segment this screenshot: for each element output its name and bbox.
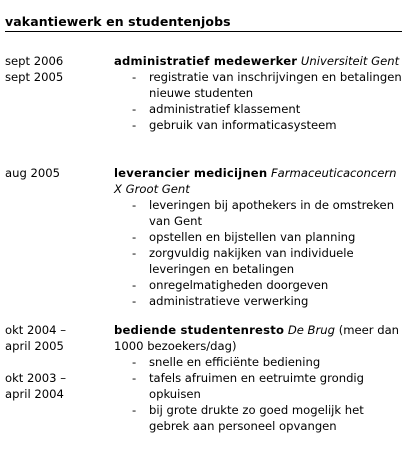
job-role: administratief medewerker <box>114 54 298 68</box>
date-line: sept 2006 <box>5 54 64 68</box>
job-content <box>114 165 402 309</box>
duty-item: - administratieve verwerking <box>114 293 402 309</box>
duty-item: - snelle en efficiënte bediening <box>114 354 402 370</box>
date-line: okt 2004 – <box>5 323 67 337</box>
duty-item: - gebruik van informaticasysteem <box>114 117 402 133</box>
job-content <box>114 53 402 133</box>
duties-list <box>114 197 402 309</box>
job-dates <box>5 322 110 402</box>
date-spacer <box>5 354 110 370</box>
job-role: bediende studentenresto <box>114 323 285 337</box>
job-note: (meer dan 1000 bezoekers/dag) <box>114 323 400 353</box>
duties-list <box>114 354 402 434</box>
duty-item: - bij grote drukte zo goed mogelijk het gebrek aan personeel opvangen <box>114 402 402 434</box>
job-dates <box>5 165 110 181</box>
section-title: vakantiewerk en studentenjobs <box>5 14 231 29</box>
date-line: okt 2003 – <box>5 371 67 385</box>
job-employer: De Brug <box>287 323 335 337</box>
duty-item: - registratie van inschrijvingen en betalingen nieuwe studenten <box>114 69 402 101</box>
job-dates <box>5 53 110 85</box>
duty-item: - leveringen bij apothekers in de omstreken van Gent <box>114 197 402 229</box>
duty-item: - zorgvuldig nakijken van individuele leveringen en betalingen <box>114 245 402 277</box>
section-divider <box>5 31 402 32</box>
duty-item: - opstellen en bijstellen van planning <box>114 229 402 245</box>
date-line: sept 2005 <box>5 70 64 84</box>
job-content <box>114 322 402 434</box>
job-heading <box>114 322 402 354</box>
date-line: aug 2005 <box>5 166 61 180</box>
job-heading <box>114 53 402 69</box>
duties-list <box>114 69 402 133</box>
job-employer: Universiteit Gent <box>300 54 400 68</box>
duty-item: - onregelmatigheden doorgeven <box>114 277 402 293</box>
date-line: april 2004 <box>5 387 64 401</box>
job-employer: Farmaceuticaconcern X Groot Gent <box>114 166 397 196</box>
job-role: leverancier medicijnen <box>114 166 268 180</box>
date-line: april 2005 <box>5 339 64 353</box>
duty-item: - tafels afruimen en eetruimte grondig opkuisen <box>114 370 402 402</box>
duty-item: - administratief klassement <box>114 101 402 117</box>
job-heading <box>114 165 402 197</box>
